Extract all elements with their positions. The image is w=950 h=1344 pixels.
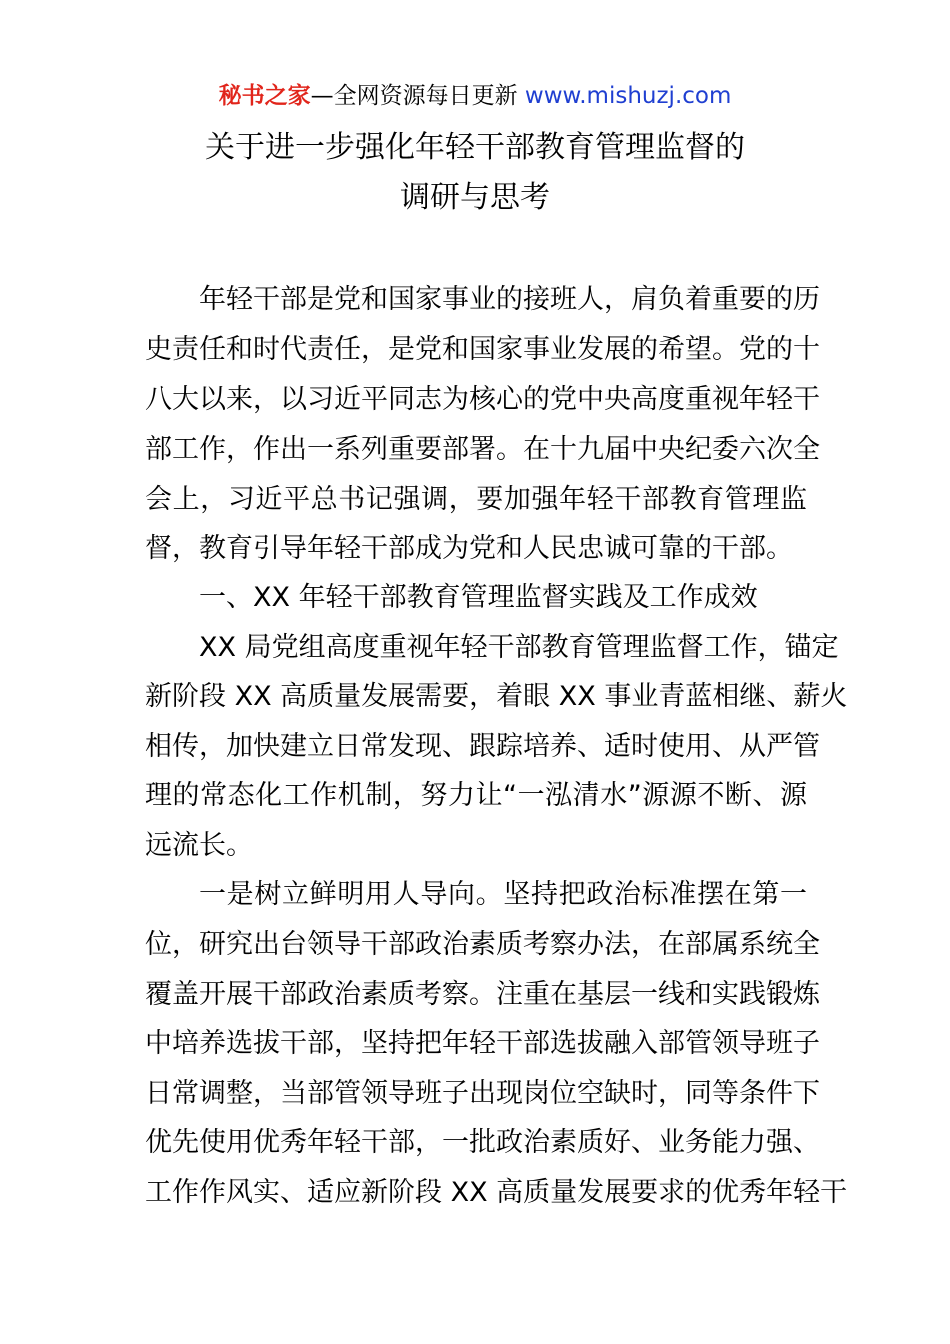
paragraph-line: 优先使用优秀年轻干部，一批政治素质好、业务能力强、: [145, 1127, 820, 1158]
site-url-link[interactable]: www.mishuzj.com: [524, 83, 732, 109]
paragraph-line: 远流长。: [145, 830, 253, 861]
paragraph-line: 相传，加快建立日常发现、跟踪培养、适时使用、从严管: [145, 731, 820, 762]
paragraph-line: 督，教育引导年轻干部成为党和人民忠诚可靠的干部。: [145, 533, 793, 564]
paragraph-line: 一是树立鲜明用人导向。坚持把政治标准摆在第一: [199, 879, 807, 910]
paragraph-line: 位，研究出台领导干部政治素质考察办法，在部属系统全: [145, 929, 820, 960]
paragraph-line: 史责任和时代责任，是党和国家事业发展的希望。党的十: [145, 334, 820, 365]
paragraph-line: 年轻干部是党和国家事业的接班人，肩负着重要的历: [199, 284, 820, 315]
paragraph-line: 工作作风实、适应新阶段 XX 高质量发展要求的优秀年轻干: [145, 1177, 848, 1208]
paragraph-line: 会上，习近平总书记强调，要加强年轻干部教育管理监: [145, 484, 807, 515]
paragraph-line: 理的常态化工作机制，努力让“一泓清水”源源不断、源: [145, 780, 807, 811]
paragraph-line: 部工作，作出一系列重要部署。在十九届中央纪委六次全: [145, 434, 820, 465]
section-heading: 一、XX 年轻干部教育管理监督实践及工作成效: [199, 582, 758, 613]
paragraph-line: 中培养选拔干部，坚持把年轻干部选拔融入部管领导班子: [145, 1028, 820, 1059]
paragraph-line: 八大以来，以习近平同志为核心的党中央高度重视年轻干: [145, 384, 820, 415]
paragraph-line: 新阶段 XX 高质量发展需要，着眼 XX 事业青蓝相继、薪火: [145, 681, 848, 712]
site-header: [0, 79, 950, 113]
document-title-line-2: 调研与思考: [400, 180, 550, 215]
header-tagline: —全网资源每日更新: [310, 83, 525, 109]
brand-name: 秘书之家: [218, 83, 311, 109]
paragraph-line: 覆盖开展干部政治素质考察。注重在基层一线和实践锻炼: [145, 979, 820, 1010]
paragraph-line: 日常调整，当部管领导班子出现岗位空缺时，同等条件下: [145, 1078, 820, 1109]
paragraph-line: XX 局党组高度重视年轻干部教育管理监督工作，锚定: [199, 632, 839, 663]
document-title-line-1: 关于进一步强化年轻干部教育管理监督的: [205, 130, 745, 165]
